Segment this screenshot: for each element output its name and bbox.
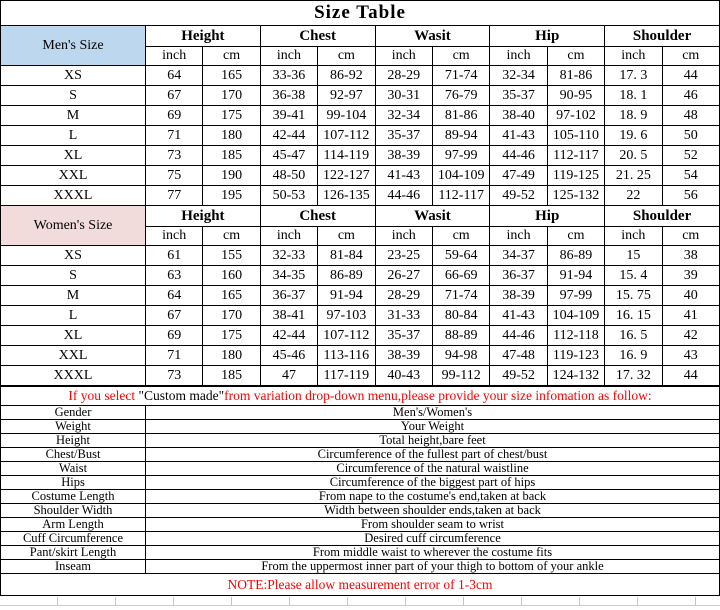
measurement-label: Cuff Circumference	[1, 532, 146, 546]
measurement-value: 104-109	[547, 306, 604, 326]
measurement-value: 97-99	[547, 286, 604, 306]
size-label: S	[1, 266, 146, 286]
measurement-value: 32-33	[260, 246, 317, 266]
measurement-value: 38-41	[260, 306, 317, 326]
measurement-label: Costume Length	[1, 490, 146, 504]
size-label: XS	[1, 246, 146, 266]
measurement-value: 28-29	[375, 286, 432, 306]
page-title: Size Table	[0, 0, 720, 25]
unit-header: cm	[432, 227, 489, 246]
measurement-row	[1, 532, 720, 546]
instruction-text-red-2: from variation drop-down menu,please provide your size infomation as follow:	[224, 388, 652, 404]
size-label: M	[1, 106, 146, 126]
custom-made-instruction	[1, 387, 720, 406]
footer-note-row	[1, 574, 720, 596]
measurement-value: 117-119	[318, 366, 375, 386]
measurement-value: 56	[662, 186, 719, 206]
measurement-value: 86-92	[318, 66, 375, 86]
size-row-womens-s	[1, 266, 720, 286]
measurement-value: 195	[203, 186, 260, 206]
unit-header: inch	[605, 227, 662, 246]
measurement-value: 41	[662, 306, 719, 326]
measurement-description: Your Weight	[146, 420, 720, 434]
measurement-value: 112-117	[547, 146, 604, 166]
size-row-mens-xxl	[1, 166, 720, 186]
measurement-value: 114-119	[318, 146, 375, 166]
size-row-mens-xs	[1, 66, 720, 86]
measurement-value: 59-64	[432, 246, 489, 266]
measurement-value: 36-37	[490, 266, 547, 286]
measurement-value: 41-43	[490, 306, 547, 326]
measurement-value: 44-46	[490, 146, 547, 166]
column-group-header: Hip	[490, 26, 605, 47]
measurement-row	[1, 462, 720, 476]
size-row-womens-xxxl	[1, 366, 720, 386]
measurement-value: 44-46	[490, 326, 547, 346]
measurement-value: 40	[662, 286, 719, 306]
measurement-value: 97-99	[432, 146, 489, 166]
measurement-value: 69	[146, 326, 203, 346]
measurement-value: 180	[203, 346, 260, 366]
custom-made-instruction-row	[1, 387, 720, 406]
column-group-header-row	[1, 206, 720, 227]
measurement-value: 38-39	[375, 146, 432, 166]
measurement-value: 185	[203, 366, 260, 386]
measurement-description: Circumference of the natural waistline	[146, 462, 720, 476]
instruction-text-black: "Custom made"	[138, 388, 225, 404]
unit-header: cm	[547, 227, 604, 246]
measurement-value: 91-94	[318, 286, 375, 306]
measurement-description: From middle waist to wherever the costume fits	[146, 546, 720, 560]
measurement-value: 92-97	[318, 86, 375, 106]
measurement-value: 44-46	[375, 186, 432, 206]
section-label-mens: Men's Size	[1, 26, 146, 66]
cropped-next-row-gridlines	[0, 597, 720, 606]
unit-header: cm	[432, 47, 489, 66]
measurement-value: 185	[203, 146, 260, 166]
measurement-value: 44	[662, 366, 719, 386]
measurement-value: 119-123	[547, 346, 604, 366]
measurement-value: 175	[203, 326, 260, 346]
unit-header: inch	[146, 47, 203, 66]
measurement-value: 48-50	[260, 166, 317, 186]
measurement-description: Circumference of the fullest part of chest/bust	[146, 448, 720, 462]
measurement-value: 54	[662, 166, 719, 186]
measurement-value: 34-35	[260, 266, 317, 286]
measurement-value: 42-44	[260, 126, 317, 146]
measurement-value: 73	[146, 146, 203, 166]
measurement-value: 18. 1	[605, 86, 662, 106]
measurement-value: 47	[260, 366, 317, 386]
measurement-value: 17. 32	[605, 366, 662, 386]
measurement-value: 112-117	[432, 186, 489, 206]
measurement-value: 48	[662, 106, 719, 126]
size-label: XXL	[1, 166, 146, 186]
measurement-value: 39-41	[260, 106, 317, 126]
measurement-value: 64	[146, 286, 203, 306]
measurement-value: 39	[662, 266, 719, 286]
measurement-value: 52	[662, 146, 719, 166]
measurement-value: 36-37	[260, 286, 317, 306]
measurement-value: 28-29	[375, 66, 432, 86]
unit-header: cm	[318, 227, 375, 246]
measurement-value: 38	[662, 246, 719, 266]
measurement-value: 15. 4	[605, 266, 662, 286]
measurement-description: Circumference of the biggest part of hips	[146, 476, 720, 490]
unit-header: cm	[203, 227, 260, 246]
measurement-value: 38-39	[375, 346, 432, 366]
unit-header: cm	[662, 227, 719, 246]
size-label: XS	[1, 66, 146, 86]
column-group-header-row	[1, 26, 720, 47]
measurement-value: 113-116	[318, 346, 375, 366]
measurement-value: 105-110	[547, 126, 604, 146]
measurement-value: 97-103	[318, 306, 375, 326]
measurement-value: 46	[662, 86, 719, 106]
measurement-description: Total height,bare feet	[146, 434, 720, 448]
measurement-value: 104-109	[432, 166, 489, 186]
size-row-mens-m	[1, 106, 720, 126]
size-row-mens-xl	[1, 146, 720, 166]
measurement-description: From nape to the costume's end,taken at back	[146, 490, 720, 504]
measurement-description: Width between shoulder ends,taken at back	[146, 504, 720, 518]
measurement-description: From shoulder seam to wrist	[146, 518, 720, 532]
measurement-value: 71-74	[432, 66, 489, 86]
measurement-value: 42-44	[260, 326, 317, 346]
measurement-value: 16. 5	[605, 326, 662, 346]
instruction-text-red-1: If you select	[68, 388, 139, 404]
measurement-value: 35-37	[375, 326, 432, 346]
unit-header: cm	[203, 47, 260, 66]
measurement-description: Men's/Women's	[146, 406, 720, 420]
measurement-row	[1, 504, 720, 518]
unit-header: cm	[662, 47, 719, 66]
unit-header: inch	[260, 47, 317, 66]
measurement-value: 19. 6	[605, 126, 662, 146]
unit-header: inch	[260, 227, 317, 246]
measurement-value: 30-31	[375, 86, 432, 106]
column-group-header: Shoulder	[605, 26, 720, 47]
measurement-value: 22	[605, 186, 662, 206]
column-group-header: Wasit	[375, 26, 490, 47]
measurement-value: 90-95	[547, 86, 604, 106]
measurement-value: 124-132	[547, 366, 604, 386]
size-row-mens-s	[1, 86, 720, 106]
unit-header: inch	[490, 47, 547, 66]
measurement-value: 88-89	[432, 326, 489, 346]
column-group-header: Chest	[260, 26, 375, 47]
measurement-value: 86-89	[318, 266, 375, 286]
measurement-value: 17. 3	[605, 66, 662, 86]
measurement-label: Gender	[1, 406, 146, 420]
measurement-value: 107-112	[318, 326, 375, 346]
measurement-value: 66-69	[432, 266, 489, 286]
unit-header: cm	[547, 47, 604, 66]
measurement-value: 119-125	[547, 166, 604, 186]
measurement-value: 180	[203, 126, 260, 146]
unit-header: inch	[375, 47, 432, 66]
unit-header: inch	[146, 227, 203, 246]
custom-measurement-table	[0, 386, 720, 596]
measurement-value: 170	[203, 86, 260, 106]
size-chart-table	[0, 25, 720, 386]
column-group-header: Wasit	[375, 206, 490, 227]
measurement-label: Chest/Bust	[1, 448, 146, 462]
measurement-value: 50	[662, 126, 719, 146]
measurement-value: 125-132	[547, 186, 604, 206]
measurement-value: 36-38	[260, 86, 317, 106]
measurement-value: 47-48	[490, 346, 547, 366]
measurement-value: 81-86	[547, 66, 604, 86]
measurement-value: 97-102	[547, 106, 604, 126]
measurement-value: 43	[662, 346, 719, 366]
measurement-value: 44	[662, 66, 719, 86]
size-row-mens-l	[1, 126, 720, 146]
measurement-label: Shoulder Width	[1, 504, 146, 518]
measurement-value: 165	[203, 286, 260, 306]
unit-header: cm	[318, 47, 375, 66]
measurement-value: 41-43	[490, 126, 547, 146]
measurement-value: 77	[146, 186, 203, 206]
measurement-row	[1, 434, 720, 448]
measurement-row	[1, 448, 720, 462]
measurement-value: 38-40	[490, 106, 547, 126]
measurement-value: 86-89	[547, 246, 604, 266]
size-label: M	[1, 286, 146, 306]
measurement-label: Weight	[1, 420, 146, 434]
unit-header: inch	[375, 227, 432, 246]
size-row-womens-xs	[1, 246, 720, 266]
measurement-value: 16. 9	[605, 346, 662, 366]
size-row-womens-xxl	[1, 346, 720, 366]
measurement-description: Desired cuff circumference	[146, 532, 720, 546]
measurement-value: 32-34	[490, 66, 547, 86]
measurement-value: 15	[605, 246, 662, 266]
column-group-header: Shoulder	[605, 206, 720, 227]
measurement-label: Arm Length	[1, 518, 146, 532]
measurement-value: 67	[146, 306, 203, 326]
measurement-value: 76-79	[432, 86, 489, 106]
measurement-value: 155	[203, 246, 260, 266]
measurement-value: 69	[146, 106, 203, 126]
measurement-value: 122-127	[318, 166, 375, 186]
measurement-row	[1, 406, 720, 420]
measurement-description: From the uppermost inner part of your thigh to bottom of your ankle	[146, 560, 720, 574]
measurement-value: 35-37	[490, 86, 547, 106]
column-group-header: Height	[146, 26, 261, 47]
unit-header: inch	[490, 227, 547, 246]
measurement-value: 41-43	[375, 166, 432, 186]
measurement-value: 20. 5	[605, 146, 662, 166]
size-label: L	[1, 126, 146, 146]
measurement-value: 34-37	[490, 246, 547, 266]
column-group-header: Hip	[490, 206, 605, 227]
measurement-value: 49-52	[490, 186, 547, 206]
measurement-value: 38-39	[490, 286, 547, 306]
measurement-label: Hips	[1, 476, 146, 490]
measurement-value: 81-86	[432, 106, 489, 126]
measurement-value: 112-118	[547, 326, 604, 346]
measurement-value: 42	[662, 326, 719, 346]
measurement-value: 89-94	[432, 126, 489, 146]
measurement-value: 190	[203, 166, 260, 186]
measurement-value: 99-112	[432, 366, 489, 386]
measurement-value: 126-135	[318, 186, 375, 206]
size-row-womens-xl	[1, 326, 720, 346]
measurement-row	[1, 476, 720, 490]
size-label: XXXL	[1, 186, 146, 206]
measurement-value: 32-34	[375, 106, 432, 126]
measurement-row	[1, 560, 720, 574]
measurement-value: 61	[146, 246, 203, 266]
measurement-value: 21. 25	[605, 166, 662, 186]
size-label: L	[1, 306, 146, 326]
measurement-value: 26-27	[375, 266, 432, 286]
measurement-value: 47-49	[490, 166, 547, 186]
measurement-value: 91-94	[547, 266, 604, 286]
measurement-value: 33-36	[260, 66, 317, 86]
measurement-value: 80-84	[432, 306, 489, 326]
measurement-value: 165	[203, 66, 260, 86]
measurement-label: Height	[1, 434, 146, 448]
measurement-value: 71-74	[432, 286, 489, 306]
measurement-value: 49-52	[490, 366, 547, 386]
measurement-row	[1, 420, 720, 434]
size-label: XL	[1, 326, 146, 346]
size-row-mens-xxxl	[1, 186, 720, 206]
measurement-value: 18. 9	[605, 106, 662, 126]
measurement-value: 45-46	[260, 346, 317, 366]
measurement-value: 94-98	[432, 346, 489, 366]
measurement-label: Waist	[1, 462, 146, 476]
measurement-value: 71	[146, 346, 203, 366]
measurement-value: 107-112	[318, 126, 375, 146]
measurement-value: 31-33	[375, 306, 432, 326]
measurement-value: 71	[146, 126, 203, 146]
measurement-value: 160	[203, 266, 260, 286]
measurement-value: 23-25	[375, 246, 432, 266]
size-row-womens-l	[1, 306, 720, 326]
measurement-value: 73	[146, 366, 203, 386]
size-label: XL	[1, 146, 146, 166]
measurement-row	[1, 546, 720, 560]
measurement-label: Pant/skirt Length	[1, 546, 146, 560]
measurement-value: 50-53	[260, 186, 317, 206]
measurement-value: 64	[146, 66, 203, 86]
size-row-womens-m	[1, 286, 720, 306]
unit-header: inch	[605, 47, 662, 66]
measurement-label: Inseam	[1, 560, 146, 574]
footer-note: NOTE:Please allow measurement error of 1-3cm	[1, 574, 720, 596]
measurement-value: 175	[203, 106, 260, 126]
measurement-value: 170	[203, 306, 260, 326]
size-label: XXXL	[1, 366, 146, 386]
measurement-value: 75	[146, 166, 203, 186]
size-label: S	[1, 86, 146, 106]
measurement-value: 16. 15	[605, 306, 662, 326]
section-label-womens: Women's Size	[1, 206, 146, 246]
size-label: XXL	[1, 346, 146, 366]
measurement-row	[1, 518, 720, 532]
column-group-header: Chest	[260, 206, 375, 227]
measurement-value: 40-43	[375, 366, 432, 386]
measurement-value: 81-84	[318, 246, 375, 266]
measurement-value: 15. 75	[605, 286, 662, 306]
measurement-value: 67	[146, 86, 203, 106]
measurement-value: 45-47	[260, 146, 317, 166]
measurement-row	[1, 490, 720, 504]
measurement-value: 99-104	[318, 106, 375, 126]
measurement-value: 35-37	[375, 126, 432, 146]
column-group-header: Height	[146, 206, 261, 227]
measurement-value: 63	[146, 266, 203, 286]
